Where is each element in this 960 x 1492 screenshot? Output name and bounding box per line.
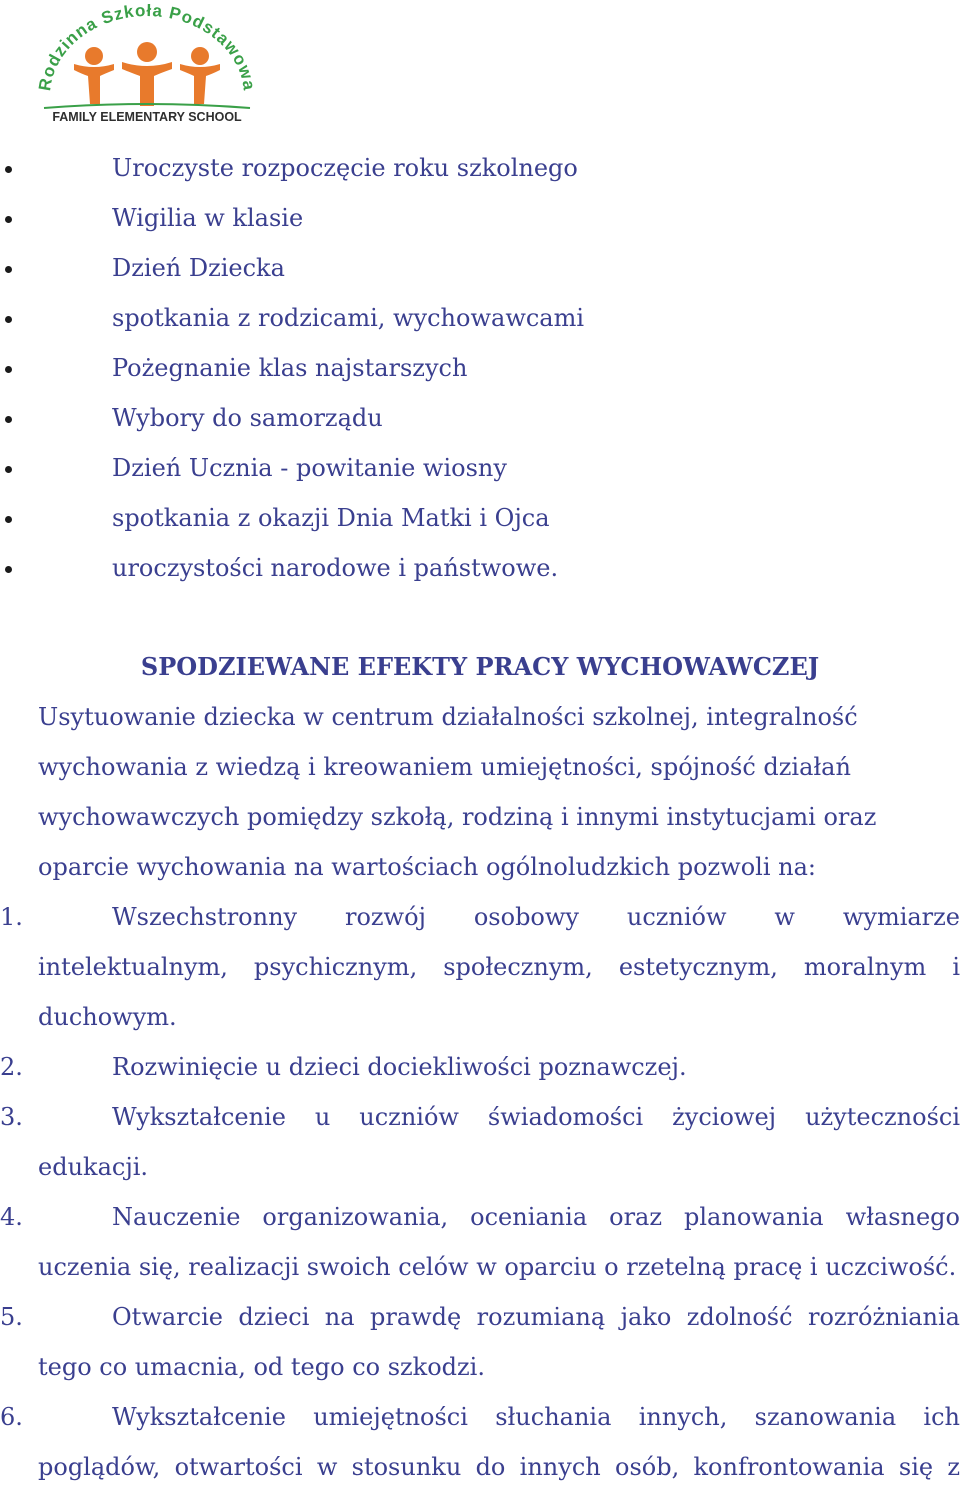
numbered-item (0, 1292, 960, 1392)
list-item: Dzień Ucznia - powitanie wiosny (0, 443, 960, 493)
item-text: uczenia się, realizacji swoich celów w oparciu o rzetelną pracę i uczciwość. (38, 1253, 957, 1281)
intro-line: Usytuowanie dziecka w centrum działalności szkolnej, integralność (38, 703, 858, 731)
bullet-icon (5, 566, 12, 573)
item-number: 1. (0, 903, 23, 931)
item-text: poglądów, otwartości w stosunku do innych osób, konfrontowania się z (38, 1453, 960, 1481)
list-item: Wybory do samorządu (0, 393, 960, 443)
item-number: 3. (0, 1103, 23, 1131)
school-logo (36, 4, 258, 128)
intro-line: wychowawczych pomiędzy szkołą, rodziną i innymi instytucjami oraz (38, 803, 877, 831)
expected-effects-section (0, 642, 960, 1492)
item-text: tego co umacnia, od tego co szkodzi. (38, 1353, 485, 1381)
list-item: spotkania z okazji Dnia Matki i Ojca (0, 493, 960, 543)
item-text: Wszechstronny rozwój osobowy uczniów w wymiarze (112, 903, 960, 931)
item-number: 4. (0, 1203, 23, 1231)
events-list (0, 143, 960, 593)
list-item: Wigilia w klasie (0, 193, 960, 243)
list-item: Dzień Dziecka (0, 243, 960, 293)
intro-line: oparcie wychowania na wartościach ogólnoludzkich pozwoli na: (38, 853, 817, 881)
item-number: 2. (0, 1053, 23, 1081)
item-text: Wykształcenie umiejętności słuchania innych, szanowania ich (112, 1403, 960, 1431)
item-text: intelektualnym, psychicznym, społecznym, estetycznym, moralnym i (38, 953, 960, 981)
list-item: Pożegnanie klas najstarszych (0, 343, 960, 393)
bullet-icon (5, 166, 12, 173)
numbered-item (0, 1042, 960, 1092)
item-text: edukacji. (38, 1153, 149, 1181)
intro-line: wychowania z wiedzą i kreowaniem umiejętności, spójność działań (38, 753, 851, 781)
list-item: Uroczyste rozpoczęcie roku szkolnego (0, 143, 960, 193)
item-text: duchowym. (38, 1003, 177, 1031)
bullet-icon (5, 216, 12, 223)
numbered-item (0, 1092, 960, 1192)
item-text: Otwarcie dzieci na prawdę rozumianą jako zdolność rozróżniania (112, 1303, 960, 1331)
svg-text:FAMILY ELEMENTARY SCHOOL: FAMILY ELEMENTARY SCHOOL (52, 110, 242, 124)
bullet-icon (5, 316, 12, 323)
item-text: Wykształcenie u uczniów świadomości życiowej użyteczności (112, 1103, 960, 1131)
bullet-icon (5, 516, 12, 523)
bullet-icon (5, 416, 12, 423)
family-figures-icon (74, 42, 220, 106)
numbered-item (0, 892, 960, 1042)
logo-graphic (36, 4, 258, 128)
bullet-icon (5, 366, 12, 373)
svg-text:Rodzinna Szkoła Podstawowa: Rodzinna Szkoła Podstawowa (36, 4, 258, 93)
item-number: 5. (0, 1303, 23, 1331)
intro-paragraph (0, 692, 960, 892)
item-number: 6. (0, 1403, 23, 1431)
bullet-icon (5, 266, 12, 273)
bullet-icon (5, 466, 12, 473)
item-text: Rozwinięcie u dzieci dociekliwości poznawczej. (112, 1053, 687, 1081)
list-item: uroczystości narodowe i państwowe. (0, 543, 960, 593)
item-text: Nauczenie organizowania, oceniania oraz planowania własnego (112, 1203, 960, 1231)
numbered-item (0, 1392, 960, 1492)
numbered-item (0, 1192, 960, 1292)
section-heading: SPODZIEWANE EFEKTY PRACY WYCHOWAWCZEJ (140, 652, 820, 681)
list-item: spotkania z rodzicami, wychowawcami (0, 293, 960, 343)
